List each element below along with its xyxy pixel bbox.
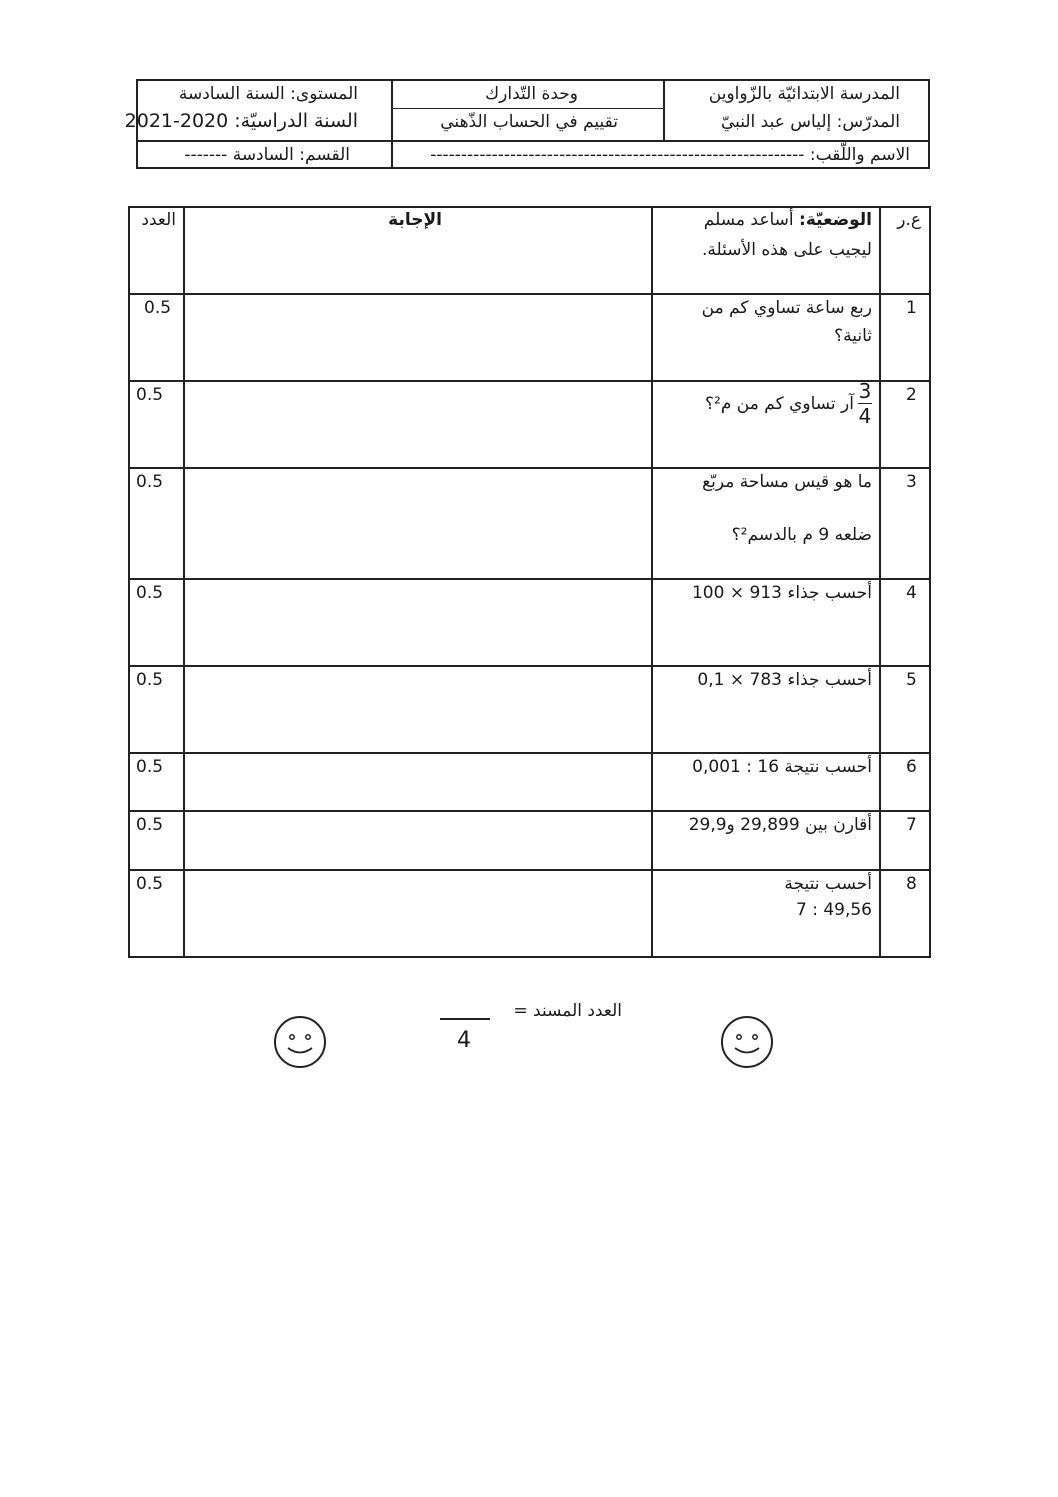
smiley-face-icon (273, 1015, 327, 1069)
fraction-bar (440, 1018, 490, 1020)
row-number: 5 (906, 670, 917, 690)
divider (138, 140, 928, 142)
row-score: 0.5 (136, 670, 164, 690)
divider (651, 208, 653, 956)
fraction (858, 381, 872, 426)
divider (130, 467, 929, 469)
row-number: 2 (906, 385, 917, 405)
teacher-name: المدرّس: إلياس عبد النبيّ (720, 112, 900, 132)
divider (391, 81, 393, 141)
question-text: ضلعه 9 م بالدسم²؟ (731, 525, 872, 545)
header-situation-bold: الوضعيّة: (799, 210, 872, 230)
row-number: 3 (906, 472, 917, 492)
divider (183, 208, 185, 956)
row-score: 0.5 (136, 385, 164, 405)
assessment-title: تقييم في الحساب الذّهني (440, 112, 618, 132)
class-field: القسم: السادسة ------- (184, 145, 350, 165)
row-score: 0.5 (136, 815, 164, 835)
total-denominator: 4 (457, 1028, 471, 1053)
divider (130, 293, 929, 295)
fraction-denominator: 4 (858, 404, 872, 428)
name-field: الاسم واللّقب: ------------------------------------------------------------- (430, 145, 910, 165)
header-situation (704, 210, 872, 230)
total-label: العدد المسند = (513, 1001, 622, 1021)
question-text: ربع ساعة تساوي كم من (701, 298, 872, 318)
header-number: ع.ر (897, 210, 921, 230)
row-score: 0.5 (136, 757, 164, 777)
school-year-label: السنة الدراسيّة: 2020-2021 (124, 110, 358, 132)
smiley-face-icon (720, 1015, 774, 1069)
divider (663, 81, 665, 141)
questions-table (128, 206, 931, 958)
question-text (705, 381, 872, 426)
header-situation-rest: أساعد مسلم (703, 210, 800, 230)
question-text-rest: آر تساوي كم من م²؟ (705, 393, 854, 414)
row-score: 0.5 (136, 874, 164, 894)
divider (393, 108, 663, 109)
row-score: 0.5 (144, 298, 172, 318)
header-situation-line2: ليجيب على هذه الأسئلة. (702, 240, 872, 260)
unit-title: وحدة التّدارك (485, 84, 578, 104)
divider (130, 578, 929, 580)
fraction-numerator: 3 (858, 379, 872, 403)
header-answer: الإجابة (388, 210, 442, 230)
row-number: 7 (906, 815, 917, 835)
question-text: أحسب جذاء 913 × 100 (691, 583, 872, 603)
row-number: 4 (906, 583, 917, 603)
divider (879, 208, 881, 956)
header-score: العدد (141, 210, 176, 230)
question-text: أحسب نتيجة (784, 874, 872, 894)
school-name: المدرسة الابتدائيّة بالزّواوين (708, 84, 900, 104)
divider (130, 752, 929, 754)
question-text: أحسب نتيجة 16 : 0,001 (692, 757, 872, 777)
question-text: ما هو قيس مساحة مربّع (702, 472, 872, 492)
divider (391, 141, 393, 169)
row-score: 0.5 (136, 472, 164, 492)
question-text: ثانية؟ (834, 326, 872, 346)
question-text: أحسب جذاء 783 × 0,1 (697, 670, 872, 690)
row-score: 0.5 (136, 583, 164, 603)
row-number: 1 (906, 298, 917, 318)
divider (130, 810, 929, 812)
question-text: أقارن بين 29,899 و29,9 (688, 815, 872, 835)
level-label: المستوى: السنة السادسة (178, 84, 358, 104)
question-text: 7 : 49,56 (795, 900, 872, 920)
divider (130, 665, 929, 667)
row-number: 6 (906, 757, 917, 777)
row-number: 8 (906, 874, 917, 894)
divider (130, 869, 929, 871)
